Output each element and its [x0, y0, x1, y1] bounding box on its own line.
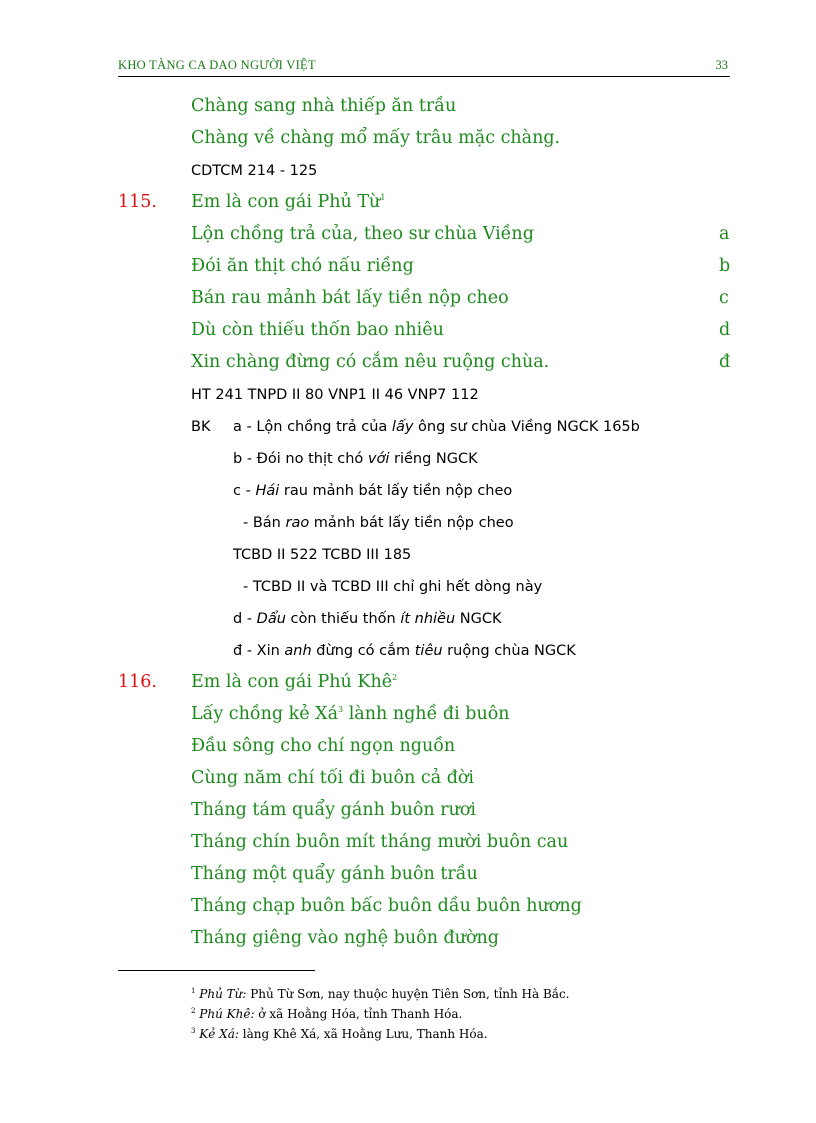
- page-number: 33: [715, 58, 728, 72]
- running-header: [118, 56, 730, 77]
- verse-line: Em là con gái Phủ Từ$^1$: [191, 192, 386, 212]
- footnote-ref: 3: [338, 705, 344, 715]
- footnote-ref: 1: [380, 193, 386, 203]
- footnote: $^1$ Phủ Từ: Phủ Từ Sơn, nay thuộc huyện Tiên Sơn, tỉnh Hà Bắc.: [191, 987, 570, 1001]
- verse-line: Tháng một quẩy gánh buôn trầu: [191, 864, 478, 884]
- footnote: $^3$ Kẻ Xá: làng Khê Xá, xã Hoằng Lưu, Thanh Hóa.: [191, 1027, 488, 1041]
- verse-line: Chàng sang nhà thiếp ăn trầu: [191, 96, 457, 116]
- variant-line-c: - Bán rao mảnh bát lấy tiền nộp cheo: [243, 515, 514, 531]
- verse-line: Lộn chồng trả của, theo sư chùa Viềng: [191, 224, 534, 244]
- variant-line-b: b - Đói no thịt chó với riềng NGCK: [233, 451, 478, 467]
- bk-label: BK: [191, 419, 211, 435]
- variant-mark: b: [719, 256, 731, 276]
- footnote: $^2$ Phú Khê: ở xã Hoằng Hóa, tỉnh Thanh Hóa.: [191, 1007, 463, 1021]
- variant-line-c: c - Hái rau mảnh bát lấy tiền nộp cheo: [233, 483, 513, 499]
- verse-line: Em là con gái Phú Khê$^2$: [191, 672, 398, 692]
- entry-number-116: 116.: [118, 672, 157, 692]
- verse-line: Xin chàng đừng có cắm nêu ruộng chùa.: [191, 352, 550, 372]
- variant-line-dd: đ - Xin anh đừng có cắm tiêu ruộng chùa NGCK: [233, 643, 576, 659]
- verse-line: Tháng giêng vào nghệ buôn đường: [191, 928, 500, 948]
- verse-line: Dù còn thiếu thốn bao nhiêu: [191, 320, 444, 340]
- verse-line: Lấy chồng kẻ $Xá^3$ lành nghề đi buôn: [191, 704, 510, 724]
- verse-line: Tháng chạp buôn bấc buôn dầu buôn hương: [191, 896, 582, 916]
- variant-line-a: a - Lộn chồng trả của lấy ông sư chùa Viềng NGCK 165b: [233, 419, 640, 435]
- verse-line: Tháng chín buôn mít tháng mười buôn cau: [191, 832, 569, 852]
- variant-note: - TCBD II và TCBD III chỉ ghi hết dòng này: [243, 579, 543, 595]
- verse-line: Đầu sông cho chí ngọn nguồn: [191, 736, 456, 756]
- footnote-rule: [118, 970, 315, 971]
- book-title: KHO TÀNG CA DAO NGƯỜI VIỆT: [118, 58, 316, 72]
- variant-mark: c: [719, 288, 729, 308]
- source-citation: CDTCM 214 - 125: [191, 163, 318, 179]
- variant-mark: a: [719, 224, 730, 244]
- source-citation: HT 241 TNPD II 80 VNP1 II 46 VNP7 112: [191, 387, 479, 403]
- verse-line: Đói ăn thịt chó nấu riềng: [191, 256, 414, 276]
- variant-mark: đ: [719, 352, 731, 372]
- variant-mark: d: [719, 320, 731, 340]
- verse-line: Cùng năm chí tối đi buôn cả đời: [191, 768, 475, 788]
- verse-line: Chàng về chàng mổ mấy trâu mặc chàng.: [191, 128, 561, 148]
- verse-line: Bán rau mảnh bát lấy tiền nộp cheo: [191, 288, 509, 308]
- verse-line: Tháng tám quẩy gánh buôn rươi: [191, 800, 477, 820]
- variant-source: TCBD II 522 TCBD III 185: [233, 547, 412, 563]
- variant-line-d: d - Dẩu còn thiếu thốn ít nhiều NGCK: [233, 611, 502, 627]
- entry-number-115: 115.: [118, 192, 157, 212]
- footnote-ref: 2: [392, 673, 398, 683]
